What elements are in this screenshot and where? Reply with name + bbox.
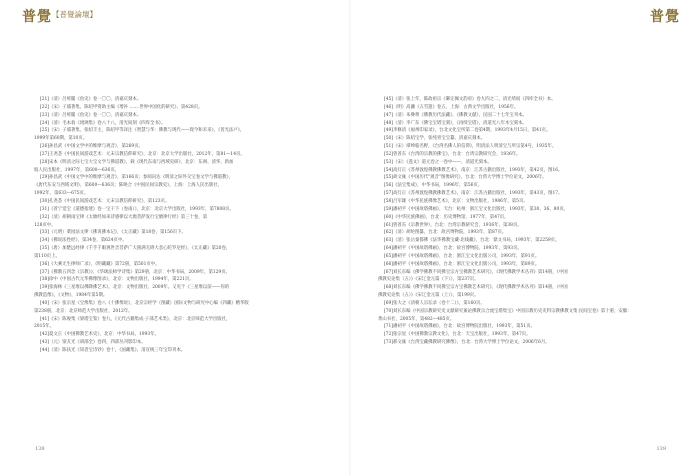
- footnote-line: [47]（清）朱彝尊《佛教历代法藏》，《佛教文献》，民国二十七年宝刊本。: [384, 112, 527, 118]
- footnote-line: [49]李修清《福州印家录》，台北文化宝所第二卷第4期，1993年4月15日，第41页。: [384, 128, 551, 134]
- footnote-line: [37]《佛教五四念《宗教》》，《华颂法师学诗集》第29册，北京：中华书局，2009年，第129页。: [40, 269, 231, 275]
- footnote-line: [71]潘初平《中国故塔佛画》，台北：故宫博物院出版社，1993年，第51页。: [384, 324, 535, 330]
- footnote-line: [69]张大之《清朝人宗坛录（卷十二）》，第160页。: [384, 300, 485, 306]
- footnote-line: [23]（清）呂經閣《鱼史》卷一〇〇，清嘉庆刻本。: [40, 112, 142, 118]
- footnote-line: [41]《宋）陈俊集《梁塔宝鉴》卷九，《元代古籍集成·子部艺术类》，北京：北京师范大学出版社，: [40, 316, 231, 322]
- footnote-line: [45]（清）张上年，陈政祖宗《御定佩文韵府》卷九四之二，清光绪间《四库全书》本。: [384, 97, 556, 102]
- footnote-line: [65]潘初平《中国故塔佛画》，台北：浙江宝文化出版公司，1993年，第91页。: [384, 253, 540, 259]
- footnote-line: [36]《大乘无生律师广录》，《明藏藏》第72册，第501页中。: [40, 261, 160, 267]
- footnote-line: [39]张海林《三星堆以佛降佛艺术》，北京：文物出版社，2009年。又见于《三星堆以前——你的: [40, 285, 230, 291]
- footnote-line: [63]（清）张岳秦都佛《法华佛教宝藏·北线藏》，台北：鼎文书局，1993年，第2259页。: [384, 238, 560, 244]
- footnote-line: [64]潘初平《中国故塔佛画》，台北：故宫博物院，1993年，第93页。: [384, 246, 522, 252]
- footnote-line: 128页中。: [34, 222, 56, 228]
- notes-column-right: [378, 96, 668, 347]
- footnote-line: [55]胡文雍《中国历代"观音"图像研究》，台北：台湾大学博士学位论文，2006年。: [384, 175, 547, 181]
- page-gutter: [349, 0, 351, 475]
- footnote-line: 第238册，北京：北京师范大学出版社，2012年。: [34, 308, 133, 314]
- footnote-line: [33]（元明）菜园法文律《佛说佛本记》，《太正藏》第18卷，第156页下。: [40, 230, 186, 236]
- footnote-line: 《唐代东安与西域文明》，第600—636页；陈映合《中国民间宗教史》，上海：上海人民出版社，: [34, 183, 222, 189]
- notes-column-left: [34, 96, 319, 355]
- footnote-line: 1999年第60期，第10页。: [34, 136, 88, 142]
- footnote-line: [73]郝文雍《台湾宝藏佛教研究佛像》，台北：台湾大学博士学位论文，2006年6月。: [384, 340, 550, 346]
- footnote-line: [60]《中华民族佛画》，台北：历史博物馆，1977年，第47页。: [384, 214, 509, 220]
- footnote-line: 1992年，第633—675页。: [34, 191, 89, 197]
- footnote-line: [70]刘长东编《中国宗教研究史文献研究兼论佛教宗合流宝塔集宝》中国宗教历史史料宗教佛教文集·民间宝卷》第十册，安徽：: [384, 308, 632, 314]
- footnote-line: 黄山书社，2005年，第482—485页。: [378, 316, 455, 322]
- footnote-line: [58]吕军雄《中华民族佛像艺术》，北京：文物出版社，1986年，第5页。: [384, 198, 528, 204]
- footnote-line: [28]宋本《明清之际七宝大宝文学与佛道教》，载《现代东南与西域史研》，北京：东洲、清华、新加: [40, 159, 234, 165]
- footnote-line: [25]（宋）子璿著集，张绍丰主，陈绍甲等译注《智慧与华：佛教与现代——现今和未来》，《普光法戸》，: [40, 128, 245, 134]
- footnote-line: [32]（清）胡朝雨宝律《太塘经如来诗感律以大澳菩萨发行宝塘律行经》第三十卷，第: [40, 214, 208, 220]
- footnote-line: [62]（清）胡纶图纂，台北：故宫博物院，1993年，第87页。: [384, 230, 507, 236]
- footnote-line: [21]（清）呂經閣《鱼史》卷一〇〇，清嘉庆刻本。: [40, 97, 142, 102]
- footnote-line: [30]孔尧荟《中国民间游戏艺术：元末宗教信仰研究》，第123页。: [40, 198, 170, 204]
- page-number-left: 138: [35, 446, 45, 452]
- footnote-line: [56]《法宝集成》，中华书局，1996年，第56页。: [384, 183, 483, 189]
- footnote-line: [24]（清）毛本翁《琉璃集》卷八十八，清光间刻《四库全书》。: [40, 120, 166, 126]
- footnote-line: [35]（唐）加楚远经律《千手千眼观世音菩萨广大圆满无碍大悲心陀罗尼经》，《太正藏》第20卷，: [40, 246, 231, 252]
- footnote-line: 2015年。: [34, 324, 54, 330]
- footnote-line: [31]《普宁觉宝《道德指迷》卷一宝干下（卷南）》，北京：北京大学出版社，1993年，第7808页。: [40, 206, 234, 212]
- page-number-right: 139: [656, 446, 666, 452]
- footnote-line: [50]（宋）陈绍宝学，张纯青宝宝纂，清嘉庆刻本。: [384, 136, 486, 142]
- footnote-line: [53]（宋）《遂文》道元卷之一卷中——，清道光刻本。: [384, 159, 492, 165]
- footnote-line: [68]刘长东编《佛学佛教不同佛宝宗方宝佛教艺术研究》，《现代佛教学术丛刊》第14册，《中国: [384, 285, 568, 291]
- footnote-line: [59]潘初平《中国故塔佛画》，天台：杭州：浙江宝文化出版社，1993年，第30、36、80页。: [384, 206, 569, 212]
- footnote-line: [54]高灯正《苏州敦煌佛教佛教艺术》，南京：江苏古籍出版社，1993年，第42页，图16。: [384, 167, 563, 173]
- footnote-line: [52]曾普东《台湾的宗教的佛宝》，台北：台湾宗教研究会，1936年。: [384, 151, 521, 157]
- footnote-line: [34]《佛说法性经》，第34卷，第624页中。: [40, 238, 127, 244]
- footnote-line: [26]孙昌武《中国文学中的维摩与观音》，第269页。: [40, 144, 144, 150]
- footnote-line: 第110页上。: [34, 253, 60, 259]
- footnote-line: [61]曾普东《宗教世界》，台北：台湾宗教研究会，1936年，第38页。: [384, 222, 522, 228]
- footnote-line: [44]（清）陈扶光《知者宝诗钞》卷十，《国藏集》，清宣统三年宝印刊本。: [40, 348, 186, 353]
- logo-right: 普覺: [650, 9, 680, 25]
- footnote-line: [67]刘长东编《佛学佛教不同佛宝宗方宝佛教艺术研究》，《现代佛教学术丛刊》第14册，《中国: [384, 269, 568, 275]
- footnote-line: [29]孙昌武《中国文学中的维摩与观音》，第166页；参阅向达《明清之际外交宝卷文学与佛道教》，: [40, 175, 234, 181]
- footnote-line: [46]（明）高濂《五雪遗》卷五，上海：古典文学出版社，1956年。: [384, 104, 519, 110]
- footnote-line: [43]（元）梁友光《胡部全》卷四，四部丛刊影印本。: [40, 340, 146, 346]
- footnote-line: 佛教史论集（五）》《宋辽金元篇（下）》，第237页。: [378, 277, 479, 283]
- footnote-line: [27]王尧荟《中国民间游戏艺术：元末宗教信仰研究》，北京：北京大学出版社，2012年，第81—14页。: [40, 151, 245, 157]
- logo-left: 普覺: [22, 9, 52, 25]
- footnote-line: [57]高灯正《苏州敦煌佛教佛教艺术》，南京：江苏古籍出版社，1993年，第43页，图17。: [384, 191, 563, 197]
- footnote-line: [66]潘初平《中国故塔佛画》，台北：浙江宝文化出版公司，1993年，第89页。: [384, 261, 540, 267]
- footnote-line: [22]（宋）子璿著集，陈绍甲资助主编《增补 .......世界中国化的研究》，第428页。: [40, 104, 203, 110]
- footnote-line: [42]夏文正《中国佛教艺术史》，北京：中华书局，1993年。: [40, 332, 159, 338]
- footnote-line: [40]（宋）张宗星《宝像集》卷八《十佛像说》，北京宗经学（图藏）国际文物与研究中心编《四藏》精华版: [40, 300, 249, 306]
- footnote-line: 佛教造像》，《文物》，1984年第5期。: [34, 293, 108, 299]
- footnote-line: [38]徐中《中国古代元华佛像图录》，北京：文物出版社，1994年，第221页。: [40, 277, 194, 283]
- footnote-line: 佛教史论集（五）》《宋辽金元篇（上）》，第199页。: [378, 293, 479, 299]
- footnote-line: 坡人民出版社，1997年，第600—636页。: [34, 167, 120, 173]
- footnote-line: [51]（宋）谭绅临名野，《台湾名佛人的信仰》，明清法人明清宝与所宗第4号，1935年。: [384, 144, 557, 150]
- footnote-line: [48]（清）李广东《佛宝宝塔宝刻》，《再续宝塔》，清道光八年木宝刻本。: [384, 120, 527, 126]
- section-label: 【普覺論壇】: [52, 10, 97, 19]
- footnote-line: [72]张宗星《中国佛教宗教文化》，台北：天宝出版社，1993年，第47页。: [384, 332, 531, 338]
